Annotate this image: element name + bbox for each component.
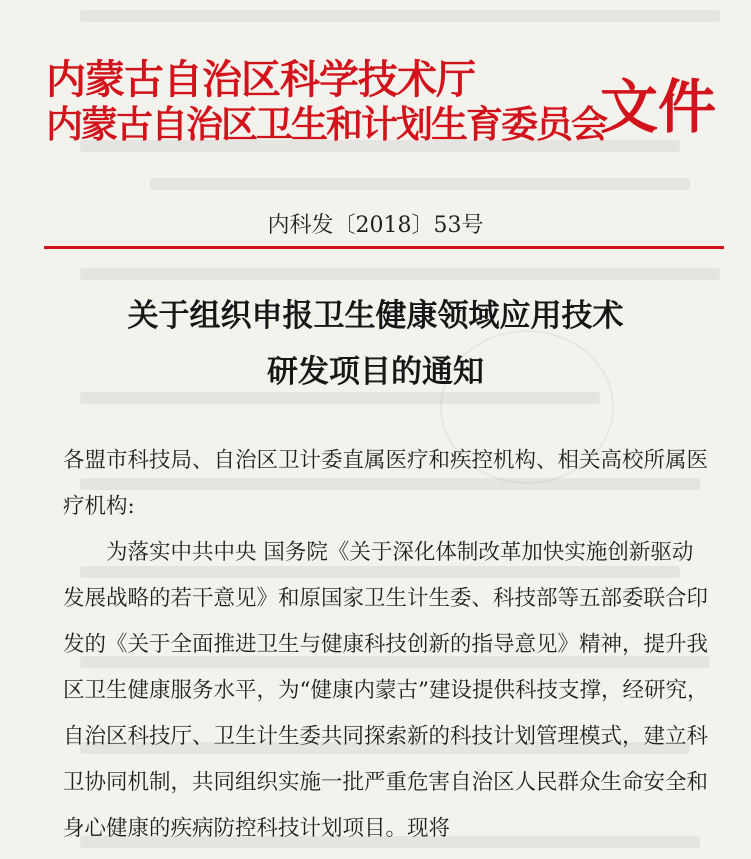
bleed-through-mark [150,178,690,190]
issuer-line-2: 内蒙古自治区卫生和计划生育委员会 [46,102,606,146]
addressee-line: 各盟市科技局、自治区卫计委直属医疗和疾控机构、相关高校所属医疗机构: [63,448,709,519]
body-paragraph: 为落实中共中央 国务院《关于深化体制改革加快实施创新驱动发展战略的若干意见》和原国家卫生计生委、科技部等五部委联合印发的《关于全面推进卫生与健康科技创新的指导意见》精神，提升我区卫生健康服务水平，为“健康内蒙古”建设提供科技支撑，经研究，自治区科技厅、卫生计生委共同探索新的科技计划管理模式，建立科卫协同机制，共同组织实施一批严重危害自治区人民群众生命安全和身心健康的疾病防控科技计划项目。现将 [63,540,709,841]
notice-title-line-2: 研发项目的通知 [267,354,484,390]
bleed-through-mark [80,268,720,280]
document-number: 内科发〔2018〕53号 [267,213,484,238]
red-divider-line [44,246,724,249]
notice-title-line-1: 关于组织申报卫生健康领域应用技术 [127,298,624,334]
notice-body [63,438,711,852]
bleed-through-mark [80,10,720,22]
issuer-line-1: 内蒙古自治区科学技术厅 [46,56,475,103]
document-type-label: 文件 [600,73,717,141]
